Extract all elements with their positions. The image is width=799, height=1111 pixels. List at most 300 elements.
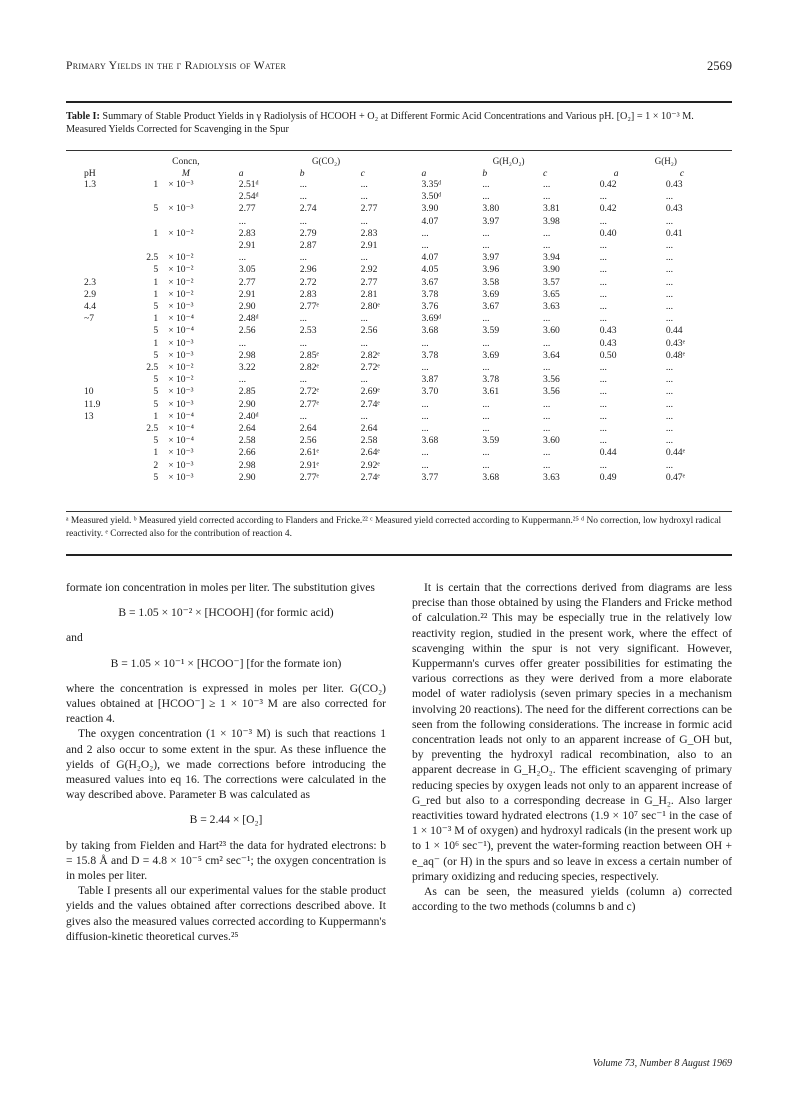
- equation-oxygen: B = 2.44 × [O₂]: [189, 813, 263, 827]
- cell-h2-c: ...: [665, 276, 674, 288]
- cell-co2-a: 2.51ᵈ: [238, 179, 259, 190]
- table-row: [66, 472, 732, 484]
- cell-h2o2-a: 4.05: [421, 264, 439, 276]
- running-title: Primary Yields in the γ Radiolysis of Water: [66, 60, 287, 72]
- table-row: [66, 399, 732, 411]
- cell-co2-b: 2.72: [299, 276, 317, 288]
- cell-h2o2-a: ...: [421, 362, 429, 374]
- cell-h2-a: ...: [599, 215, 607, 227]
- table-row: [66, 289, 732, 301]
- cell-h2o2-a: ...: [421, 410, 429, 422]
- cell-concn-mantissa: 1: [153, 179, 159, 190]
- cell-co2-a: 3.05: [238, 264, 256, 276]
- cell-h2o2-b: ...: [482, 423, 490, 435]
- cell-concn-exponent: × 10⁻³: [168, 349, 194, 361]
- cell-co2-a: 2.56: [238, 325, 256, 337]
- cell-h2-c: 0.41: [665, 227, 683, 239]
- cell-co2-b: 2.53: [299, 325, 317, 337]
- cell-h2-a: ...: [599, 435, 607, 447]
- sub-header-co2-c: c: [360, 167, 365, 179]
- cell-concn-mantissa: 5: [153, 203, 159, 215]
- table-row: [66, 313, 732, 325]
- cell-ph: [66, 472, 137, 484]
- cell-h2o2-b: ...: [482, 362, 490, 374]
- cell-h2o2-c: ...: [543, 313, 551, 325]
- cell-h2o2-a: ...: [421, 227, 429, 239]
- cell-h2o2-b: 3.69: [482, 349, 500, 361]
- cell-concn-exponent: × 10⁻⁴: [168, 435, 194, 447]
- cell-co2-a: 2.98: [238, 349, 256, 361]
- table-row: [66, 228, 732, 240]
- cell-ph: 2.3: [84, 276, 96, 288]
- sub-header-h2-a: a: [613, 167, 619, 179]
- cell-concn-mantissa: 5: [153, 398, 159, 410]
- cell-ph: [66, 216, 137, 228]
- cell-co2-c: ...: [360, 191, 368, 203]
- left-paragraph-4: by taking from Fielden and Hart²³ the data for hydrated electrons: b = 15.8 Å and D = 4.8 × 10⁻⁵ cm² sec⁻¹; the oxygen concentration is in moles per liter.: [66, 838, 386, 883]
- cell-co2-c: 2.74ᵉ: [360, 471, 380, 483]
- cell-h2-a: ...: [599, 288, 607, 300]
- cell-h2-a: ...: [599, 423, 607, 435]
- sub-header-h2-c: c: [679, 167, 685, 179]
- cell-co2-c: 2.56: [360, 325, 378, 337]
- cell-co2-c: 2.80ᵉ: [360, 301, 380, 313]
- cell-h2o2-b: 3.78: [482, 374, 500, 386]
- cell-ph: 13: [84, 410, 94, 422]
- cell-co2-a: 2.90: [238, 301, 256, 313]
- cell-co2-b: ...: [299, 313, 307, 325]
- cell-h2o2-a: 4.07: [421, 215, 439, 227]
- cell-h2-c: 0.43ᵉ: [665, 337, 686, 349]
- cell-h2-c: ...: [665, 313, 674, 325]
- table-row: [66, 411, 732, 423]
- cell-concn-mantissa: 1: [153, 313, 159, 325]
- cell-concn-exponent: × 10⁻³: [168, 386, 194, 398]
- cell-h2-a: ...: [599, 191, 607, 203]
- sub-header-h2o2-a: a: [421, 167, 427, 179]
- cell-concn-exponent: [158, 216, 235, 228]
- cell-co2-c: 2.58: [360, 435, 378, 447]
- cell-co2-b: 2.64: [299, 423, 317, 435]
- journal-footer: Volume 73, Number 8 August 1969: [592, 1058, 732, 1069]
- cell-concn-mantissa: 5: [153, 386, 159, 398]
- cell-co2-a: 2.66: [238, 447, 256, 459]
- page-number: 2569: [707, 59, 732, 73]
- cell-h2-c: ...: [665, 386, 674, 398]
- cell-h2o2-b: ...: [482, 410, 490, 422]
- cell-h2o2-a: 3.78: [421, 288, 439, 300]
- cell-co2-a: 2.98: [238, 459, 256, 471]
- cell-concn-exponent: × 10⁻²: [168, 288, 194, 300]
- table-row: [66, 301, 732, 313]
- left-paragraph-2: where the concentration is expressed in moles per liter. G(CO₂) values obtained at [HCOO⁻] ≥ 1 × 10⁻³ M are also corrected for reaction 4.: [66, 681, 386, 726]
- cell-co2-b: 2.82ᵉ: [299, 362, 319, 374]
- cell-h2-a: 0.50: [599, 349, 617, 361]
- cell-co2-a: 2.90: [238, 471, 256, 483]
- cell-co2-b: ...: [299, 374, 307, 386]
- equation-formate-ion: B = 1.05 × 10⁻¹ × [HCOO⁻] [for the formate ion): [110, 656, 342, 670]
- cell-concn-mantissa: [137, 216, 158, 228]
- cell-h2o2-b: ...: [482, 240, 490, 252]
- cell-h2o2-b: ...: [482, 337, 490, 349]
- cell-h2o2-b: 3.97: [482, 215, 500, 227]
- cell-concn-exponent: × 10⁻²: [168, 362, 194, 374]
- cell-h2o2-a: 3.87: [421, 374, 439, 386]
- cell-co2-a: ...: [238, 215, 246, 227]
- cell-co2-b: ...: [299, 252, 307, 264]
- cell-ph: [66, 447, 137, 459]
- cell-h2o2-b: 3.68: [482, 471, 500, 483]
- cell-co2-b: ...: [299, 410, 307, 422]
- cell-co2-c: ...: [360, 410, 368, 422]
- table-label: Table I:: [66, 111, 100, 122]
- cell-h2o2-c: ...: [543, 362, 551, 374]
- cell-co2-c: 2.91: [360, 240, 378, 252]
- cell-concn-exponent: × 10⁻⁴: [168, 410, 194, 422]
- cell-h2o2-c: ...: [543, 398, 551, 410]
- cell-ph: 11.9: [84, 398, 101, 410]
- cell-ph: [66, 203, 137, 215]
- cell-h2o2-b: ...: [482, 459, 490, 471]
- cell-ph: 1.3: [84, 179, 96, 190]
- cell-co2-b: ...: [299, 337, 307, 349]
- table-row: [66, 264, 732, 276]
- cell-h2o2-c: ...: [543, 240, 551, 252]
- sub-header-h2o2-c: c: [543, 167, 548, 179]
- cell-co2-b: 2.77ᵉ: [299, 398, 319, 410]
- cell-ph: [66, 191, 137, 203]
- cell-h2-c: ...: [665, 398, 674, 410]
- cell-ph: 4.4: [84, 301, 96, 313]
- cell-co2-b: 2.74: [299, 203, 317, 215]
- cell-h2o2-b: 3.59: [482, 435, 500, 447]
- cell-ph: [66, 460, 137, 472]
- cell-co2-b: ...: [299, 191, 307, 203]
- cell-concn-mantissa: 2.5: [146, 423, 159, 435]
- right-paragraph-2: As can be seen, the measured yields (column a) corrected according to the two methods (columns b and c): [412, 885, 732, 914]
- cell-co2-c: 2.72ᵉ: [360, 362, 380, 374]
- cell-h2o2-a: ...: [421, 423, 429, 435]
- cell-co2-c: 2.77: [360, 276, 378, 288]
- cell-h2o2-a: 3.35ᵈ: [421, 179, 442, 190]
- cell-concn-exponent: × 10⁻⁴: [168, 313, 194, 325]
- cell-concn-exponent: × 10⁻²: [168, 374, 194, 386]
- cell-ph: [66, 228, 137, 240]
- cell-h2o2-b: 3.67: [482, 301, 500, 313]
- cell-h2o2-a: ...: [421, 459, 429, 471]
- cell-h2-c: 0.43: [665, 179, 683, 190]
- cell-concn-mantissa: 5: [153, 374, 159, 386]
- cell-h2-c: ...: [665, 191, 674, 203]
- cell-co2-c: 2.92: [360, 264, 378, 276]
- table-row: [66, 350, 732, 362]
- cell-h2o2-b: 3.58: [482, 276, 500, 288]
- cell-concn-mantissa: 2.5: [146, 362, 159, 374]
- table-caption-text: Summary of Stable Product Yields in γ Radiolysis of HCOOH + O₂ at Different Formic Acid Concentrations and Various pH. [O₂] = 1 × 10⁻³ M. Measured Yields Corrected for Scavenging in the Spur: [66, 111, 694, 135]
- cell-h2o2-b: ...: [482, 447, 490, 459]
- cell-co2-c: ...: [360, 337, 368, 349]
- cell-co2-c: ...: [360, 313, 368, 325]
- concn-header: Concn,: [172, 156, 200, 167]
- cell-co2-c: 2.64ᵉ: [360, 447, 380, 459]
- group-h2-header: G(H₂): [654, 156, 677, 166]
- cell-ph: [66, 435, 137, 447]
- cell-co2-b: ...: [299, 215, 307, 227]
- cell-co2-a: 2.91: [238, 288, 256, 300]
- cell-co2-a: 2.91: [238, 240, 256, 252]
- cell-h2-a: ...: [599, 301, 607, 313]
- cell-concn-mantissa: 5: [153, 325, 159, 337]
- cell-concn-mantissa: 1: [153, 276, 159, 288]
- cell-h2o2-a: 3.90: [421, 203, 439, 215]
- right-paragraph-1: It is certain that the corrections derived from diagrams are less precise than those obtained by using the Flanders and Fricke method of calculation.²² This may be especially true in the relatively low reactivity region, studied in the present work, where the effect of scavenging within the spur is not very significant. However, Kuppermann's curves offer greater possibilities for estimating the various corrections as they were derived from a more elaborate model of water radiolysis (seven primary species in a mechanism involving 20 reactions). The need for the different corrections can be seen from the following considerations. The increase in formic acid concentration leads not only to an apparent increase of G_OH but, by preventing the hydroxyl radical recombination, also to an apparent decrease in G_H₂O₂. The efficient scavenging of primary reducing species by oxygen leads not only to an apparent increase of G_red but also to a corresponding decrease in G_H₂. Also larger reactivities toward hydrated electrons (1.9 × 10⁷ sec⁻¹ in the case of 1 × 10⁻³ M of oxygen) and hydroxyl radicals (in the present work up to 1 × 10⁶ sec⁻¹), prevent the water-forming reaction between OH + e_aq⁻ (or H) in the spurs and so leave in excess a certain number of primary oxidizing and reducing species, respectively.: [412, 581, 732, 883]
- cell-h2o2-a: ...: [421, 398, 429, 410]
- cell-concn-exponent: [158, 191, 235, 203]
- cell-h2o2-b: ...: [482, 191, 490, 203]
- cell-h2-c: ...: [665, 423, 674, 435]
- table-header-rule: [66, 150, 732, 151]
- cell-h2o2-b: ...: [482, 313, 490, 325]
- cell-co2-c: 2.83: [360, 227, 378, 239]
- cell-h2o2-c: 3.81: [543, 203, 560, 215]
- cell-co2-b: 2.79: [299, 227, 317, 239]
- cell-concn-exponent: [158, 240, 235, 252]
- cell-h2o2-a: 3.76: [421, 301, 439, 313]
- cell-concn-mantissa: 1: [153, 288, 159, 300]
- cell-h2o2-c: 3.65: [543, 288, 560, 300]
- cell-h2-c: ...: [665, 288, 674, 300]
- cell-h2-a: ...: [599, 386, 607, 398]
- and-text: and: [66, 631, 83, 645]
- cell-co2-c: 2.74ᵉ: [360, 398, 380, 410]
- cell-h2-a: ...: [599, 252, 607, 264]
- cell-co2-c: 2.69ᵉ: [360, 386, 380, 398]
- cell-h2o2-b: 3.96: [482, 264, 500, 276]
- table-row: [66, 191, 732, 203]
- cell-concn-exponent: × 10⁻³: [168, 447, 194, 459]
- table-row: [66, 386, 732, 398]
- body-top-rule: [66, 554, 732, 556]
- cell-co2-c: 2.64: [360, 423, 378, 435]
- cell-h2o2-a: ...: [421, 447, 429, 459]
- cell-co2-c: 2.81: [360, 288, 378, 300]
- cell-h2-a: 0.40: [599, 227, 617, 239]
- cell-ph: ~7: [84, 313, 94, 325]
- table-top-rule: [66, 101, 732, 103]
- cell-h2-c: ...: [665, 240, 674, 252]
- cell-h2-c: ...: [665, 252, 674, 264]
- cell-concn-mantissa: 2.5: [146, 252, 159, 264]
- cell-h2o2-c: ...: [543, 410, 551, 422]
- cell-h2-a: ...: [599, 398, 607, 410]
- cell-h2-a: 0.42: [599, 203, 617, 215]
- group-h2o2-header: G(H₂O₂): [492, 156, 525, 166]
- cell-h2o2-c: ...: [543, 179, 551, 190]
- cell-h2o2-a: 3.67: [421, 276, 439, 288]
- cell-h2o2-a: ...: [421, 240, 429, 252]
- cell-h2o2-a: ...: [421, 337, 429, 349]
- cell-h2o2-c: 3.60: [543, 325, 560, 337]
- cell-co2-b: 2.87: [299, 240, 317, 252]
- table-bottom-rule: [66, 511, 732, 512]
- cell-co2-a: 2.58: [238, 435, 256, 447]
- cell-co2-c: ...: [360, 179, 368, 190]
- cell-h2-a: ...: [599, 264, 607, 276]
- cell-h2o2-b: 3.61: [482, 386, 500, 398]
- cell-h2o2-a: 3.70: [421, 386, 439, 398]
- cell-co2-a: 2.48ᵈ: [238, 313, 259, 325]
- cell-h2-c: 0.47ᵉ: [665, 471, 686, 483]
- cell-co2-c: ...: [360, 374, 368, 386]
- sub-header-co2-a: a: [238, 167, 244, 179]
- left-paragraph-3: The oxygen concentration (1 × 10⁻³ M) is such that reactions 1 and 2 also occur to some extent in the spur. As these influence the yields of G(H₂O₂), we made corrections before introducing the measured values into eq 16. The corrections were calculated in the way described above. Parameter B was calculated as: [66, 727, 386, 802]
- cell-h2-c: 0.43: [665, 203, 683, 215]
- cell-h2-c: 0.44: [665, 325, 683, 337]
- cell-concn-mantissa: 5: [153, 471, 159, 483]
- cell-h2o2-c: 3.63: [543, 301, 560, 313]
- cell-co2-a: ...: [238, 374, 246, 386]
- cell-co2-b: ...: [299, 179, 307, 190]
- cell-h2-a: ...: [599, 276, 607, 288]
- cell-co2-a: 2.77: [238, 276, 256, 288]
- cell-h2o2-a: 3.68: [421, 325, 439, 337]
- cell-h2o2-b: 3.80: [482, 203, 500, 215]
- cell-h2o2-c: ...: [543, 423, 551, 435]
- cell-concn-mantissa: 2: [153, 459, 159, 471]
- cell-co2-a: 2.83: [238, 227, 256, 239]
- cell-co2-a: 2.77: [238, 203, 256, 215]
- cell-h2o2-c: ...: [543, 447, 551, 459]
- sub-header-h2o2-b: b: [482, 167, 488, 179]
- cell-h2-c: ...: [665, 264, 674, 276]
- cell-concn-exponent: × 10⁻³: [168, 179, 194, 190]
- cell-concn-mantissa: 1: [153, 410, 159, 422]
- equation-formic-acid: B = 1.05 × 10⁻² × [HCOOH] (for formic acid): [118, 606, 334, 620]
- cell-h2-a: 0.42: [599, 179, 617, 190]
- cell-co2-c: 2.82ᵉ: [360, 349, 380, 361]
- cell-co2-c: 2.77: [360, 203, 378, 215]
- cell-h2o2-b: 3.69: [482, 288, 500, 300]
- right-column: [412, 580, 732, 914]
- cell-concn-mantissa: 5: [153, 264, 159, 276]
- table-body: [66, 179, 732, 484]
- cell-concn-exponent: × 10⁻²: [168, 276, 194, 288]
- table-row: [66, 338, 732, 350]
- cell-ph: [66, 338, 137, 350]
- cell-h2o2-c: 3.63: [543, 471, 560, 483]
- cell-co2-a: ...: [238, 252, 246, 264]
- cell-co2-a: 2.40ᵈ: [238, 410, 259, 422]
- cell-h2-a: ...: [599, 374, 607, 386]
- cell-h2o2-c: 3.94: [543, 252, 560, 264]
- cell-h2o2-c: 3.57: [543, 276, 560, 288]
- cell-concn-mantissa: 1: [153, 227, 159, 239]
- cell-co2-c: ...: [360, 215, 368, 227]
- table-row: [66, 423, 732, 435]
- table-footnotes: ᵃ Measured yield. ᵇ Measured yield corrected according to Flanders and Fricke.²² ᶜ Measured yield corrected according to Kuppermann.²⁵ ᵈ No correction, low hydroxyl radical reactivity. ᵉ Corrected also for the contribution of reaction 4.: [66, 516, 722, 539]
- cell-h2-c: 0.48ᵉ: [665, 349, 686, 361]
- cell-co2-b: 2.56: [299, 435, 317, 447]
- cell-h2o2-a: 3.50ᵈ: [421, 191, 442, 203]
- cell-h2o2-a: 3.77: [421, 471, 439, 483]
- cell-h2o2-c: 3.56: [543, 374, 560, 386]
- table-row: [66, 252, 732, 264]
- cell-h2-a: 0.44: [599, 447, 617, 459]
- cell-concn-exponent: × 10⁻³: [168, 398, 194, 410]
- table-row: [66, 374, 732, 386]
- cell-h2o2-b: ...: [482, 398, 490, 410]
- cell-co2-c: ...: [360, 252, 368, 264]
- cell-ph: [66, 423, 137, 435]
- cell-co2-a: ...: [238, 337, 246, 349]
- cell-h2-a: ...: [599, 240, 607, 252]
- cell-h2-a: ...: [599, 313, 607, 325]
- cell-h2o2-b: ...: [482, 227, 490, 239]
- table-row: [66, 240, 732, 252]
- table-row: [66, 203, 732, 215]
- table-row: [66, 460, 732, 472]
- cell-concn-mantissa: 5: [153, 349, 159, 361]
- cell-concn-exponent: × 10⁻³: [168, 471, 194, 483]
- concn-unit-header: M: [181, 167, 190, 179]
- cell-h2-c: ...: [665, 459, 674, 471]
- cell-h2-c: ...: [665, 362, 674, 374]
- cell-co2-a: 2.54ᵈ: [238, 191, 259, 203]
- cell-co2-b: 2.91ᵉ: [299, 459, 319, 471]
- left-paragraph-1: formate ion concentration in moles per liter. The substitution gives: [66, 581, 375, 594]
- cell-ph: [66, 350, 137, 362]
- cell-h2-c: 0.44ᵉ: [665, 447, 686, 459]
- cell-concn-exponent: × 10⁻²: [168, 227, 194, 239]
- cell-h2o2-c: 3.64: [543, 349, 560, 361]
- cell-h2-a: 0.49: [599, 471, 617, 483]
- group-co2-header: G(CO₂): [312, 156, 341, 166]
- cell-h2o2-c: 3.90: [543, 264, 560, 276]
- cell-h2-a: ...: [599, 362, 607, 374]
- cell-h2o2-c: ...: [543, 459, 551, 471]
- cell-concn-exponent: × 10⁻³: [168, 301, 194, 313]
- yields-table: [66, 156, 732, 484]
- cell-co2-a: 2.85: [238, 386, 256, 398]
- cell-concn-mantissa: 1: [153, 447, 159, 459]
- cell-concn-exponent: × 10⁻³: [168, 337, 194, 349]
- cell-h2o2-c: 3.60: [543, 435, 560, 447]
- cell-ph: [66, 374, 137, 386]
- cell-ph: [66, 240, 137, 252]
- sub-header-co2-b: b: [299, 167, 305, 179]
- cell-concn-mantissa: [137, 240, 158, 252]
- running-header: [66, 60, 732, 76]
- table-caption: [66, 110, 732, 136]
- cell-co2-b: 2.77ᵉ: [299, 471, 319, 483]
- cell-co2-b: 2.61ᵉ: [299, 447, 319, 459]
- cell-co2-a: 2.64: [238, 423, 256, 435]
- table-row: [66, 362, 732, 374]
- cell-co2-b: 2.85ᵉ: [299, 349, 319, 361]
- cell-ph: [66, 325, 137, 337]
- cell-co2-b: 2.96: [299, 264, 317, 276]
- cell-h2o2-b: 3.97: [482, 252, 500, 264]
- cell-h2o2-a: 3.78: [421, 349, 439, 361]
- cell-h2o2-c: ...: [543, 227, 551, 239]
- cell-h2o2-c: 3.98: [543, 215, 560, 227]
- table-group-header: [66, 156, 732, 168]
- cell-concn-mantissa: [137, 191, 158, 203]
- cell-h2o2-a: 3.68: [421, 435, 439, 447]
- cell-concn-exponent: × 10⁻⁴: [168, 423, 194, 435]
- cell-h2-c: ...: [665, 301, 674, 313]
- cell-h2o2-c: ...: [543, 337, 551, 349]
